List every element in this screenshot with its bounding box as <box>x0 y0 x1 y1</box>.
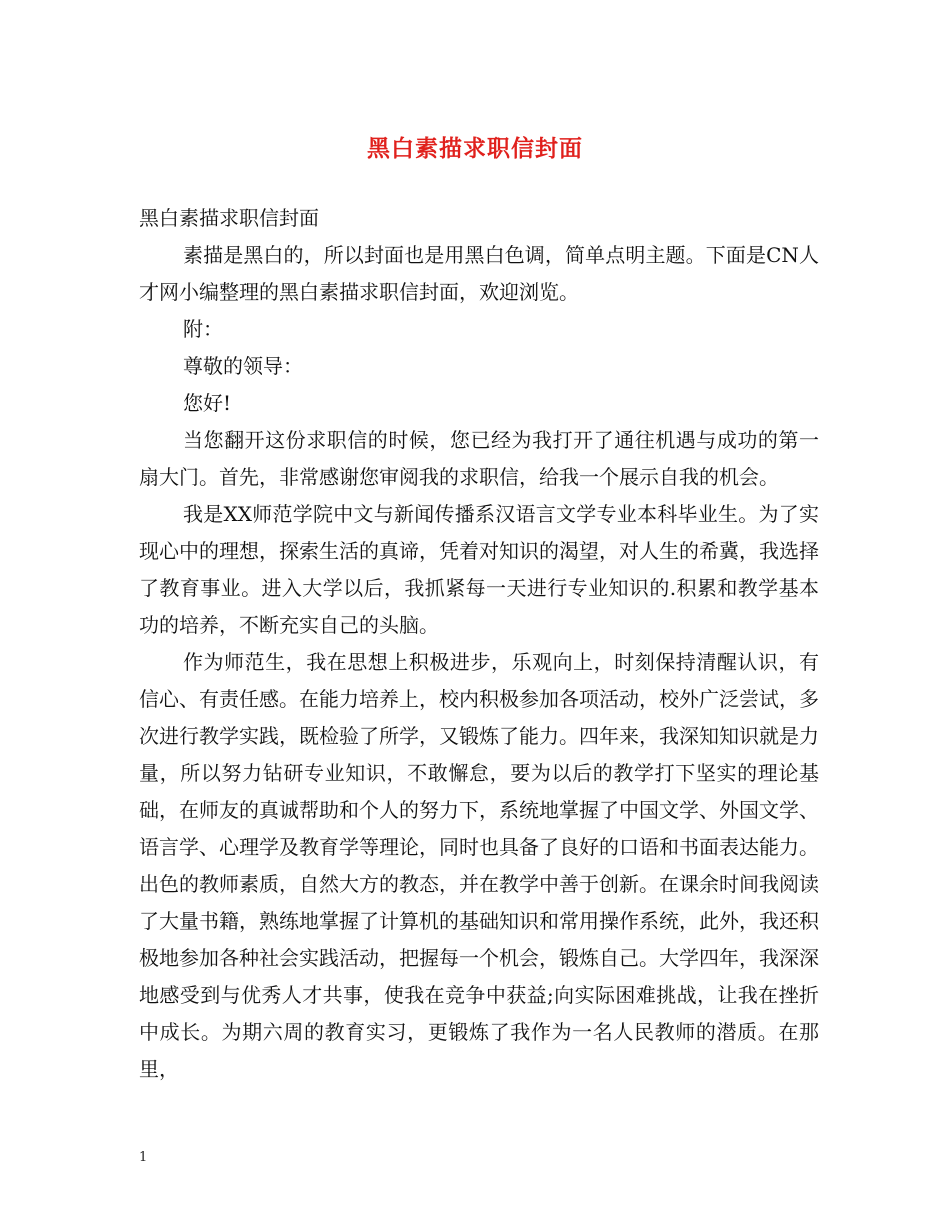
document-title: 黑白素描求职信封面 <box>367 135 583 162</box>
paragraph-heading: 黑白素描求职信封面 <box>139 206 319 230</box>
paragraph-attachment: 附： <box>183 317 223 341</box>
paragraph-intro: 素描是黑白的，所以封面也是用黑白色调，简单点明主题。下面是CN人才网小编整理的黑白素描求职信封面，欢迎浏览。 <box>139 243 819 304</box>
paragraph-background: 我是XX师范学院中文与新闻传播系汉语言文学专业本科毕业生。为了实现心中的理想，探索生活的真谛，凭着对知识的渴望，对人生的希冀，我选择了教育事业。进入大学以后，我抓紧每一天进行专业知识的.积累和教学基本功的培养，不断充实自己的头脑。 <box>139 502 819 637</box>
paragraph-experience: 作为师范生，我在思想上积极进步，乐观向上，时刻保持清醒认识，有信心、有责任感。在能力培养上，校内积极参加各项活动，校外广泛尝试，多次进行教学实践，既检验了所学，又锻炼了能力。四年来，我深知知识就是力量，所以努力钻研专业知识，不敢懈怠，要为以后的教学打下坚实的理论基础，在师友的真诚帮助和个人的努力下，系统地掌握了中国文学、外国文学、语言学、心理学及教育学等理论，同时也具备了良好的口语和书面表达能力。出色的教师素质，自然大方的教态，并在教学中善于创新。在课余时间我阅读了大量书籍，熟练地掌握了计算机的基础知识和常用操作系统，此外，我还积极地参加各种社会实践活动，把握每一个机会，锻炼自己。大学四年，我深深地感受到与优秀人才共事，使我在竞争中获益;向实际困难挑战，让我在挫折中成长。为期六周的教育实习，更锻炼了我作为一名人民教师的潜质。在那里， <box>139 650 819 1081</box>
paragraph-opening: 当您翻开这份求职信的时候，您已经为我打开了通往机遇与成功的第一扇大门。首先，非常感谢您审阅我的求职信，给我一个展示自我的机会。 <box>139 428 819 489</box>
document-body <box>139 200 819 1088</box>
paragraph-greeting: 您好! <box>183 391 232 415</box>
paragraph-salutation: 尊敬的领导： <box>183 354 303 378</box>
page-number: 1 <box>139 1150 148 1165</box>
